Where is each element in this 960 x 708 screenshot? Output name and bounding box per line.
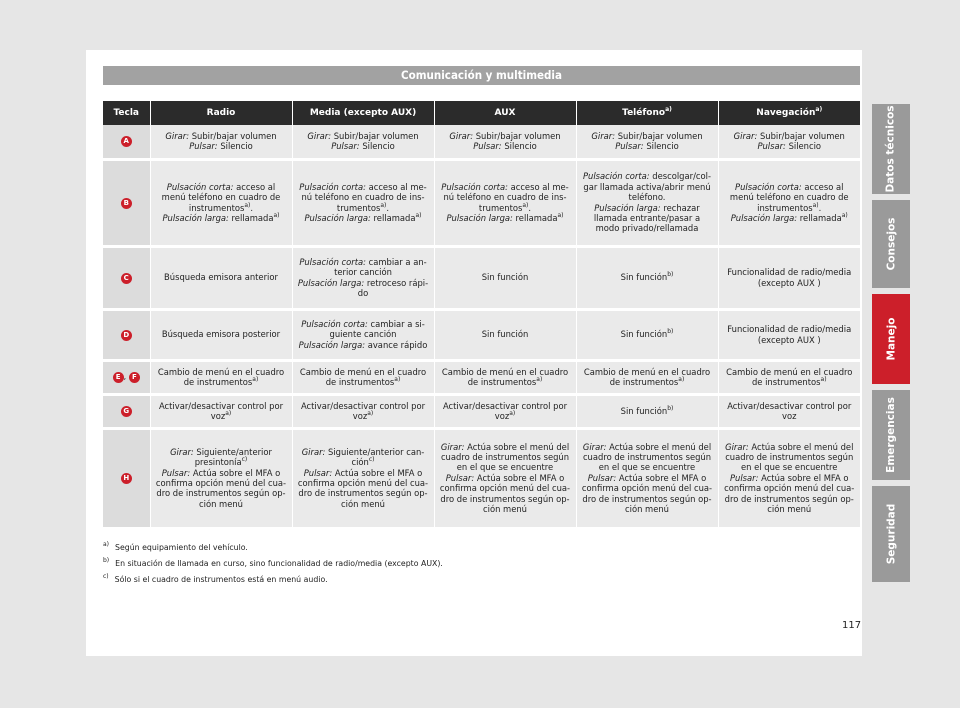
key-cell	[103, 394, 150, 428]
footnote-b: $^{b)}$ En situación de llamada en curso, sino funcionalidad de radio/media (excepto AUX).	[103, 557, 443, 568]
table-cell: Búsqueda emisora posterior	[150, 309, 292, 360]
key-cell	[103, 428, 150, 528]
table-cell: Activar/desactivar control por voz	[718, 394, 860, 428]
table-cell: Sin función$^{b)}$	[576, 394, 718, 428]
tab-datos-tecnicos[interactable]: Datos técnicos	[872, 104, 910, 194]
table-cell: Cambio de menú en el cuadro de instrumentos$^{a)}$	[150, 360, 292, 394]
footnotes	[103, 540, 703, 588]
table-cell: Sin función	[434, 246, 576, 309]
table-cell: Cambio de menú en el cuadro de instrumentos$^{a)}$	[576, 360, 718, 394]
key-cell	[103, 159, 150, 246]
table-row	[103, 125, 860, 159]
table-row	[103, 246, 860, 309]
col-header-tecla: Tecla	[103, 101, 150, 125]
footnote-a: $^{a)}$ Según equipamiento del vehículo.	[103, 541, 248, 552]
table-row	[103, 360, 860, 394]
key-badge-a: A	[121, 136, 132, 147]
table-cell: Girar: Subir/bajar volumen Pulsar: Silencio	[576, 125, 718, 159]
key-badge-h: H	[121, 473, 132, 484]
table-cell: Girar: Actúa sobre el menú del cuadro de instrumentos según en el que se encuentre Pulsar: Actúa sobre el MFA o confirma opción menú del cuadro de instrumentos según opción menú	[718, 428, 860, 528]
key-cell	[103, 125, 150, 159]
key-badge-g: G	[121, 406, 132, 417]
key-badge-c: C	[121, 273, 132, 284]
key-badge-e: E	[113, 372, 124, 383]
table-header-row	[103, 101, 860, 125]
section-header: Comunicación y multimedia	[103, 66, 860, 85]
table-cell: Pulsación corta: descolgar/colgar llamada activa/abrir menú teléfono. Pulsación larga: rechazar llamada entrante/pasar a modo privado/rellamada	[576, 159, 718, 246]
page-number: 117	[842, 620, 862, 631]
col-header-telefono: Teléfono$^{a)}$	[576, 101, 718, 125]
table-cell: Sin función	[434, 309, 576, 360]
table-cell: Girar: Siguiente/anterior presintonía$^{c)}$ Pulsar: Actúa sobre el MFA o confirma opción menú del cuadro de instrumentos según opción menú	[150, 428, 292, 528]
tab-seguridad[interactable]: Seguridad	[872, 486, 910, 582]
table-cell: Pulsación corta: cambiar a anterior canción Pulsación larga: retroceso rápido	[292, 246, 434, 309]
table-cell: Pulsación corta: acceso al menú teléfono en cuadro de instrumentos$^{a)}$. Pulsación larga: rellamada$^{a)}$	[718, 159, 860, 246]
table-cell: Cambio de menú en el cuadro de instrumentos$^{a)}$	[718, 360, 860, 394]
table-cell: Activar/desactivar control por voz$^{a)}$	[434, 394, 576, 428]
table-cell: Girar: Subir/bajar volumen Pulsar: Silencio	[718, 125, 860, 159]
table-row	[103, 159, 860, 246]
table-cell: Funcionalidad de radio/media (excepto AUX )	[718, 309, 860, 360]
col-header-navegacion: Navegación$^{a)}$	[718, 101, 860, 125]
key-badge-f: F	[129, 372, 140, 383]
table-cell: Cambio de menú en el cuadro de instrumentos$^{a)}$	[434, 360, 576, 394]
table-cell: Cambio de menú en el cuadro de instrumentos$^{a)}$	[292, 360, 434, 394]
col-header-media: Media (excepto AUX)	[292, 101, 434, 125]
key-badge-d: D	[121, 330, 132, 341]
table-cell: Girar: Subir/bajar volumen Pulsar: Silencio	[150, 125, 292, 159]
table-cell: Girar: Subir/bajar volumen Pulsar: Silencio	[292, 125, 434, 159]
table-cell: Pulsación corta: cambiar a siguiente canción Pulsación larga: avance rápido	[292, 309, 434, 360]
tab-manejo[interactable]: Manejo	[872, 294, 910, 384]
table-cell: Pulsación corta: acceso al menú teléfono en cuadro de instrumentos$^{a)}$. Pulsación larga: rellamada$^{a)}$	[434, 159, 576, 246]
table-row	[103, 428, 860, 528]
key-separator: ,	[123, 372, 127, 381]
table-cell: Funcionalidad de radio/media (excepto AUX )	[718, 246, 860, 309]
key-cell	[103, 246, 150, 309]
table-cell: Búsqueda emisora anterior	[150, 246, 292, 309]
col-header-radio: Radio	[150, 101, 292, 125]
tab-emergencias[interactable]: Emergencias	[872, 390, 910, 480]
table-cell: Sin función$^{b)}$	[576, 246, 718, 309]
table-cell: Activar/desactivar control por voz$^{a)}$	[150, 394, 292, 428]
col-header-aux: AUX	[434, 101, 576, 125]
tab-consejos[interactable]: Consejos	[872, 200, 910, 288]
table-row	[103, 394, 860, 428]
key-cell	[103, 309, 150, 360]
footnote-c: $^{c)}$ Sólo si el cuadro de instrumentos está en menú audio.	[103, 573, 328, 584]
table-cell: Pulsación corta: acceso al menú teléfono en cuadro de instrumentos$^{a)}$. Pulsación larga: rellamada$^{a)}$	[150, 159, 292, 246]
table-cell: Activar/desactivar control por voz$^{a)}$	[292, 394, 434, 428]
table-cell: Girar: Siguiente/anterior canción$^{c)}$ Pulsar: Actúa sobre el MFA o confirma opción menú del cuadro de instrumentos según opción menú	[292, 428, 434, 528]
table-cell: Girar: Actúa sobre el menú del cuadro de instrumentos según en el que se encuentre Pulsar: Actúa sobre el MFA o confirma opción menú del cuadro de instrumentos según opción menú	[576, 428, 718, 528]
table-cell: Pulsación corta: acceso al menú teléfono en cuadro de instrumentos$^{a)}$. Pulsación larga: rellamada$^{a)}$	[292, 159, 434, 246]
key-cell	[103, 360, 150, 394]
table-row	[103, 309, 860, 360]
key-badge-b: B	[121, 198, 132, 209]
table-cell: Girar: Actúa sobre el menú del cuadro de instrumentos según en el que se encuentre Pulsar: Actúa sobre el MFA o confirma opción menú del cuadro de instrumentos según opción menú	[434, 428, 576, 528]
table-cell: Girar: Subir/bajar volumen Pulsar: Silencio	[434, 125, 576, 159]
table-cell: Sin función$^{b)}$	[576, 309, 718, 360]
controls-table	[103, 101, 860, 530]
